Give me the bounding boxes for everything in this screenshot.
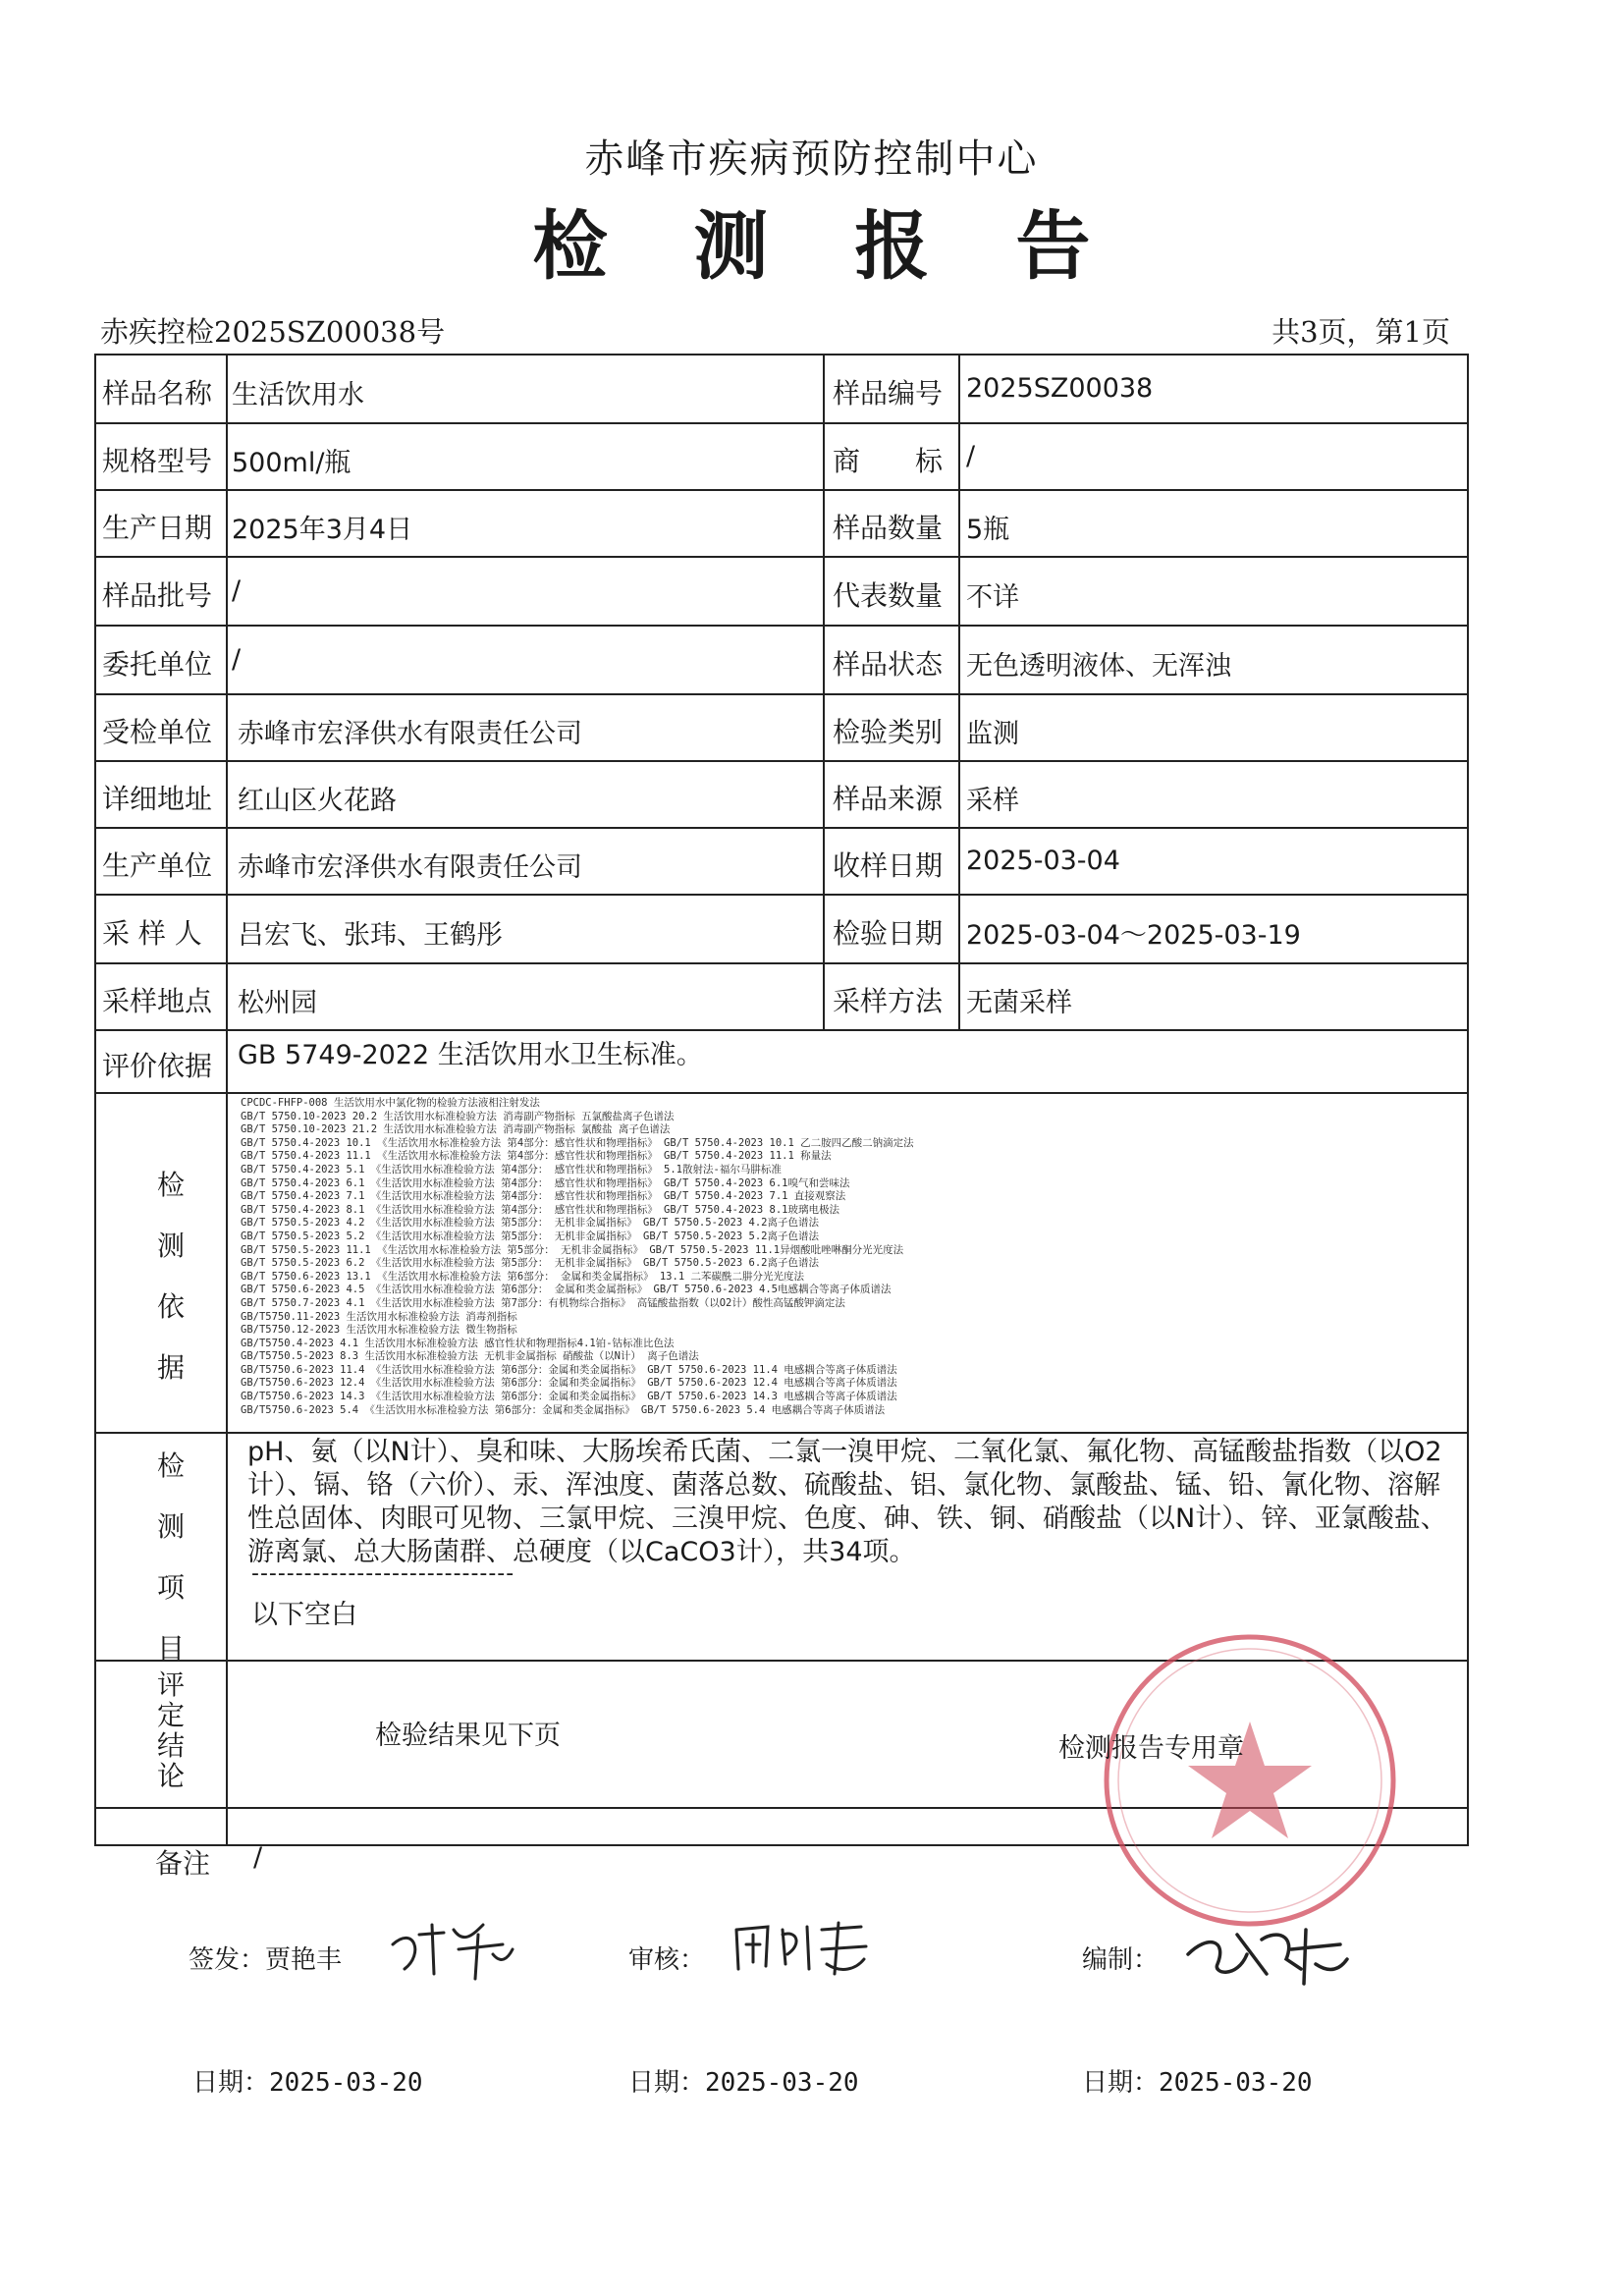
test-date-value: 2025-03-04～2025-03-19 <box>966 920 1301 951</box>
spec-label: 规格型号 <box>102 445 213 477</box>
conclusion-text: 检验结果见下页 <box>375 1721 561 1751</box>
basis-line: GB/T5750.6-2023 5.4 《生活饮用水标准检验方法 第6部分：金属和类金属指标》 GB/T 5750.6-2023 5.4 电感耦合等离子体质谱法 <box>241 1403 886 1416</box>
sample-quantity-label: 样品数量 <box>833 512 944 544</box>
producer-label: 生产单位 <box>102 849 213 882</box>
test-basis-label: 检 测 依 据 <box>156 1169 185 1384</box>
client-value: / <box>232 644 242 675</box>
issuer-signature <box>385 1915 522 1984</box>
test-items-label: 检 测 项 目 <box>156 1449 185 1665</box>
reviewer-label: 审核： <box>628 1945 706 1975</box>
basis-line: GB/T5750.6-2023 14.3 《生活饮用水标准检验方法 第6部分：金属和类金属指标》 GB/T 5750.6-2023 14.3 电感耦合等离子体质谱法 <box>241 1391 897 1403</box>
producer-value: 赤峰市宏泽供水有限责任公司 <box>238 852 582 883</box>
address-value: 红山区火花路 <box>238 786 397 816</box>
sample-source-value: 采样 <box>966 786 1019 816</box>
test-items-text: pH、氨（以N计）、臭和味、大肠埃希氏菌、二氯一溴甲烷、二氧化氯、氟化物、高锰酸盐指数（以O2计）、镉、铬（六价）、汞、浑浊度、菌落总数、硫酸盐、铝、氯化物、氯酸盐、锰、铅、氰化物、溶解性总固体、肉眼可见物、三氯甲烷、三溴甲烷、色度、砷、铁、铜、硝酸盐（以N计）、锌、亚氯酸盐、游离氯、总大肠菌群、总硬度（以CaCO3计），共34项。 <box>247 1437 1447 1567</box>
basis-line: GB/T 5750.4-2023 6.1 《生活饮用水标准检验方法 第4部分： 感官性状和物理指标》 GB/T 5750.4-2023 6.1嗅气和尝味法 <box>241 1176 850 1189</box>
sampler-value: 吕宏飞、张玮、王鹤彤 <box>238 920 503 951</box>
basis-line: GB/T 5750.4-2023 11.1 《生活饮用水标准检验方法 第4部分：感官性状和物理指标》 GB/T 5750.4-2023 11.1 称量法 <box>241 1150 832 1163</box>
basis-line: GB/T 5750.4-2023 5.1 《生活饮用水标准检验方法 第4部分： 感官性状和物理指标》 5.1散射法-福尔马肼标准 <box>241 1163 782 1175</box>
basis-line: GB/T 5750.4-2023 10.1 《生活饮用水标准检验方法 第4部分：感官性状和物理指标》 GB/T 5750.4-2023 10.1 乙二胺四乙酸二钠滴定法 <box>241 1136 914 1149</box>
client-label: 委托单位 <box>102 648 213 681</box>
basis-line: GB/T5750.11-2023 生活饮用水标准检验方法 消毒剂指标 <box>241 1310 517 1323</box>
reviewer-signature <box>729 1915 876 1984</box>
basis-line: GB/T5750.6-2023 12.4 《生活饮用水标准检验方法 第6部分：金属和类金属指标》 GB/T 5750.6-2023 12.4 电感耦合等离子体质谱法 <box>241 1377 897 1390</box>
sample-no-value: 2025SZ00038 <box>966 373 1154 404</box>
editor-signature <box>1178 1915 1355 1994</box>
basis-line: GB/T5750.5-2023 8.3 生活饮用水标准检验方法 无机非金属指标 硝酸盐（以N计） 离子色谱法 <box>241 1350 699 1363</box>
criteria-value: GB 5749-2022 生活饮用水卫生标准。 <box>238 1040 703 1070</box>
issuing-organization: 赤峰市疾病预防控制中心 <box>584 137 1039 182</box>
report-number: 赤疾控检2025SZ00038号 <box>100 315 446 349</box>
sample-quantity-value: 5瓶 <box>966 515 1010 545</box>
remark-label: 备注 <box>155 1847 211 1880</box>
reviewer-date: 日期：2025-03-20 <box>628 2068 859 2098</box>
basis-line: GB/T5750.4-2023 4.1 生活饮用水标准检验方法 感官性状和物理指标4.1铂-钴标准比色法 <box>241 1337 675 1349</box>
official-seal <box>1098 1628 1402 1933</box>
batch-label: 样品批号 <box>102 579 213 612</box>
basis-line: GB/T 5750.5-2023 11.1 《生活饮用水标准检验方法 第5部分： 无机非金属指标》 GB/T 5750.5-2023 11.1异烟酸吡唑啉酮分光光度法 <box>241 1243 904 1256</box>
sampling-method-label: 采样方法 <box>833 985 944 1017</box>
sample-no-label: 样品编号 <box>833 377 944 410</box>
sample-name-label: 样品名称 <box>102 377 213 410</box>
inspection-type-label: 检验类别 <box>833 716 944 748</box>
sample-state-label: 样品状态 <box>833 648 944 681</box>
received-date-label: 收样日期 <box>833 849 944 882</box>
basis-line: GB/T 5750.10-2023 20.2 生活饮用水标准检验方法 消毒副产物指标 五氯酸盐离子色谱法 <box>241 1110 675 1122</box>
conclusion-label: 评 定 结 论 <box>156 1668 185 1792</box>
seal-caption: 检测报告专用章 <box>1058 1733 1244 1764</box>
inspection-type-value: 监测 <box>966 719 1019 749</box>
page-indicator: 共3页，第1页 <box>1271 315 1450 349</box>
spec-value: 500ml/瓶 <box>232 448 352 478</box>
editor-label: 编制： <box>1082 1945 1160 1975</box>
sampling-site-label: 采样地点 <box>102 985 213 1017</box>
issuer-label: 签发：贾艳丰 <box>189 1945 343 1975</box>
sample-state-value: 无色透明液体、无浑浊 <box>966 651 1231 682</box>
sampler-label: 采 样 人 <box>102 917 202 950</box>
test-date-label: 检验日期 <box>833 917 944 950</box>
blank-note: 以下空白 <box>251 1600 357 1630</box>
basis-line: CPCDC-FHFP-008 生活饮用水中氯化物的检验方法液相注射发法 <box>241 1097 540 1109</box>
batch-value: / <box>232 575 242 606</box>
received-date-value: 2025-03-04 <box>966 846 1120 876</box>
remark-value: / <box>253 1842 263 1873</box>
basis-line: GB/T 5750.4-2023 7.1 《生活饮用水标准检验方法 第4部分： 感官性状和物理指标》 GB/T 5750.4-2023 7.1 直接观察法 <box>241 1190 846 1203</box>
basis-line: GB/T 5750.10-2023 21.2 生活饮用水标准检验方法 消毒副产物指标 氯酸盐 离子色谱法 <box>241 1123 671 1136</box>
brand-label: 商 标 <box>833 445 944 477</box>
basis-line: GB/T 5750.5-2023 5.2 《生活饮用水标准检验方法 第5部分： 无机非金属指标》 GB/T 5750.5-2023 5.2离子色谱法 <box>241 1230 819 1242</box>
test-basis-list <box>241 1097 1458 1431</box>
basis-line: GB/T 5750.6-2023 4.5 《生活饮用水标准检验方法 第6部分： 金属和类金属指标》 GB/T 5750.6-2023 4.5电感耦合等离子体质谱法 <box>241 1284 892 1296</box>
represented-quantity-value: 不详 <box>966 582 1019 613</box>
sample-source-label: 样品来源 <box>833 783 944 815</box>
divider-dashes: ------------------------------ <box>251 1561 515 1586</box>
production-date-value: 2025年3月4日 <box>232 515 413 545</box>
inspected-unit-label: 受检单位 <box>102 716 213 748</box>
inspected-unit-value: 赤峰市宏泽供水有限责任公司 <box>238 719 582 749</box>
represented-quantity-label: 代表数量 <box>833 579 944 612</box>
criteria-label: 评价依据 <box>102 1050 213 1082</box>
basis-line: GB/T5750.6-2023 11.4 《生活饮用水标准检验方法 第6部分：金属和类金属指标》 GB/T 5750.6-2023 11.4 电感耦合等离子体质谱法 <box>241 1363 897 1376</box>
sampling-method-value: 无菌采样 <box>966 988 1072 1018</box>
address-label: 详细地址 <box>102 783 213 815</box>
issuer-date: 日期：2025-03-20 <box>192 2068 423 2098</box>
editor-date: 日期：2025-03-20 <box>1082 2068 1313 2098</box>
basis-line: GB/T 5750.5-2023 6.2 《生活饮用水标准检验方法 第5部分： 无机非金属指标》 GB/T 5750.5-2023 6.2离子色谱法 <box>241 1257 819 1270</box>
basis-line: GB/T 5750.6-2023 13.1 《生活饮用水标准检验方法 第6部分： 金属和类金属指标》 13.1 二苯碳酰二肼分光光度法 <box>241 1270 804 1283</box>
basis-line: GB/T 5750.5-2023 4.2 《生活饮用水标准检验方法 第5部分： 无机非金属指标》 GB/T 5750.5-2023 4.2离子色谱法 <box>241 1217 819 1230</box>
sample-name-value: 生活饮用水 <box>232 380 364 410</box>
basis-line: GB/T 5750.4-2023 8.1 《生活饮用水标准检验方法 第4部分： 感官性状和物理指标》 GB/T 5750.4-2023 8.1玻璃电极法 <box>241 1203 839 1216</box>
report-title: 检测报告 <box>532 202 1177 290</box>
basis-line: GB/T 5750.7-2023 4.1 《生活饮用水标准检验方法 第7部分：有机物综合指标》 高锰酸盐指数（以O2计）酸性高锰酸钾滴定法 <box>241 1296 845 1309</box>
production-date-label: 生产日期 <box>102 512 213 544</box>
basis-line: GB/T5750.12-2023 生活饮用水标准检验方法 微生物指标 <box>241 1324 517 1337</box>
sampling-site-value: 松州园 <box>238 988 317 1018</box>
brand-value: / <box>966 441 976 471</box>
